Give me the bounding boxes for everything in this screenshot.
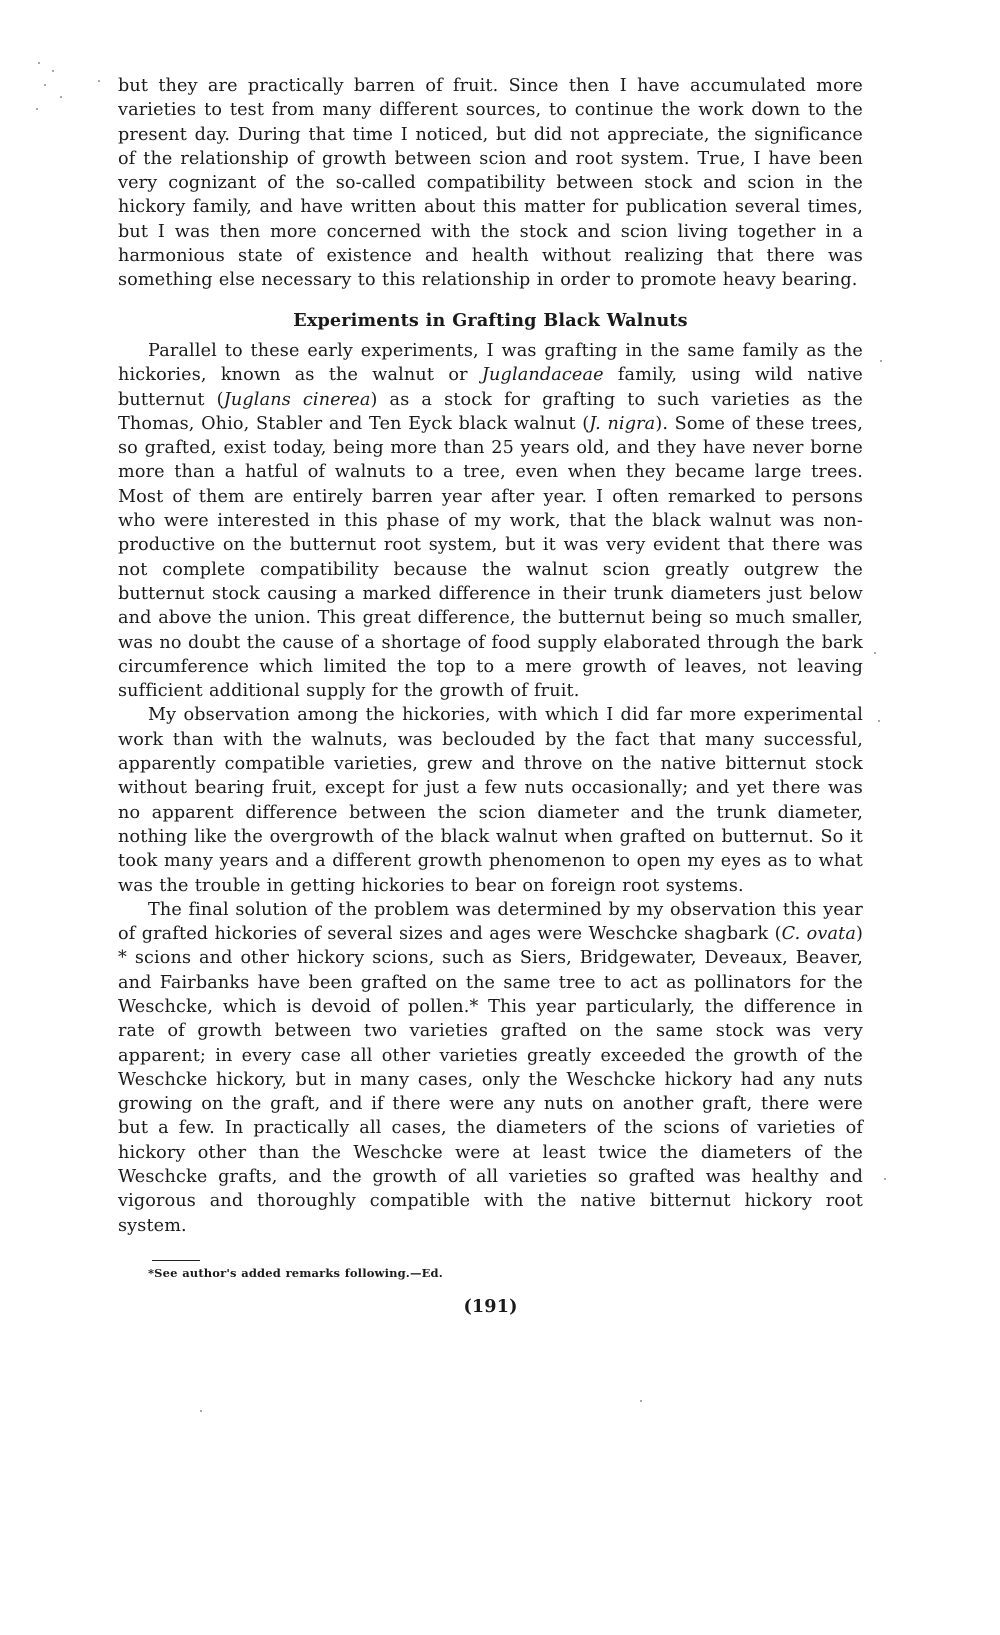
paragraph-walnut-grafting	[118, 339, 863, 703]
text-run: The final solution of the problem was determined by my observation this year of grafted hickories of several sizes and ages were Weschcke shagbark (	[118, 899, 863, 945]
scan-speck	[60, 96, 62, 98]
text-run: ) * scions and other hickory scions, such as Siers, Bridgewater, Deveaux, Beaver, and Fairbanks have been grafted on the same tree to act as pollinators for the Weschcke, which is devoid of pollen.* This year particularly, the difference in rate of growth between two varieties grafted on the same stock was very apparent; in every case all other varieties greatly exceeded the growth of the Weschcke hickory, but in many cases, only the Weschcke hickory had any nuts growing on the graft, and if there were any nuts on another graft, there were but a few. In practically all cases, the diameters of the scions of varieties of hickory other than the Weschcke were at least twice the diameters of the Weschcke grafts, and the growth of all varieties so grafted was healthy and vigorous and thoroughly compatible with the native bitternut hickory root system.	[118, 924, 863, 1236]
italic-term: J. nigra	[589, 413, 656, 434]
scan-speck	[880, 360, 882, 362]
text-run: Parallel to these early experiments, I was grafting in the same family as the hickories, known as the walnut or	[118, 340, 863, 386]
italic-term: C. ovata	[781, 924, 856, 945]
scan-speck	[878, 720, 880, 722]
scan-speck	[38, 62, 40, 64]
scan-speck	[52, 70, 54, 72]
footnote: *See author's added remarks following.—Ed.	[148, 1265, 443, 1280]
text-run: ). Some of these trees, so grafted, exist today, being more than 25 years old, and they have never borne more than a hatful of walnuts to a tree, even when they became large trees. Most of them are entirely barren year after year. I often remarked to persons who were interested in this phase of my work, that the black walnut was non-productive on the butternut root system, but it was very evident that there was not complete compatibility because the walnut scion greatly outgrew the butternut stock causing a marked difference in their trunk diameters just below and above the union. This great difference, the butternut being so much smaller, was no doubt the cause of a shortage of food supply elaborated through the bark circumference which limited the top to a mere growth of leaves, not leaving sufficient additional supply for the growth of fruit.	[118, 413, 863, 702]
paragraph-final-solution	[118, 898, 863, 1238]
scan-speck	[98, 80, 100, 82]
text-run: ) as a stock for grafting to such varieties as the Thomas, Ohio, Stabler and Ten Eyck black walnut (	[118, 389, 863, 434]
scan-speck	[200, 1410, 202, 1412]
scan-speck	[36, 108, 38, 110]
footnote-divider	[152, 1260, 200, 1261]
page-number: (191)	[463, 1295, 518, 1317]
italic-term: Juglans cinerea	[223, 389, 371, 410]
scan-speck	[874, 652, 876, 654]
scan-speck	[44, 84, 46, 86]
text-run: family, using wild native butternut (	[118, 365, 863, 410]
section-heading: Experiments in Grafting Black Walnuts	[293, 309, 688, 331]
paragraph-continued: but they are practically barren of fruit. Since then I have accumulated more varieties to test from many different sources, to continue the work down to the present day. During that time I noticed, but did not appreciate, the significance of the relationship of growth between scion and root system. True, I have been very cognizant of the so-called compatibility between stock and scion in the hickory family, and have written about this matter for publication several times, but I was then more concerned with the stock and scion living together in a harmonious state of existence and health without realizing that there was something else necessary to this relationship in order to promote heavy bearing.	[118, 76, 863, 291]
document-page	[118, 74, 863, 1319]
paragraph-hickory-observation: My observation among the hickories, with which I did far more experimental work than with the walnuts, was beclouded by the fact that many successful, apparently compatible varieties, grew and throve on the native bitternut stock without bearing fruit, except for just a few nuts occasionally; and yet there was no apparent difference between the scion diameter and the trunk diameter, nothing like the overgrowth of the black walnut when grafted on butternut. So it took many years and a different growth phenomenon to open my eyes as to what was the trouble in getting hickories to bear on foreign root systems.	[118, 705, 863, 896]
italic-term: Juglandaceae	[481, 365, 604, 386]
scan-speck	[640, 1400, 642, 1402]
scan-speck	[884, 1178, 886, 1180]
